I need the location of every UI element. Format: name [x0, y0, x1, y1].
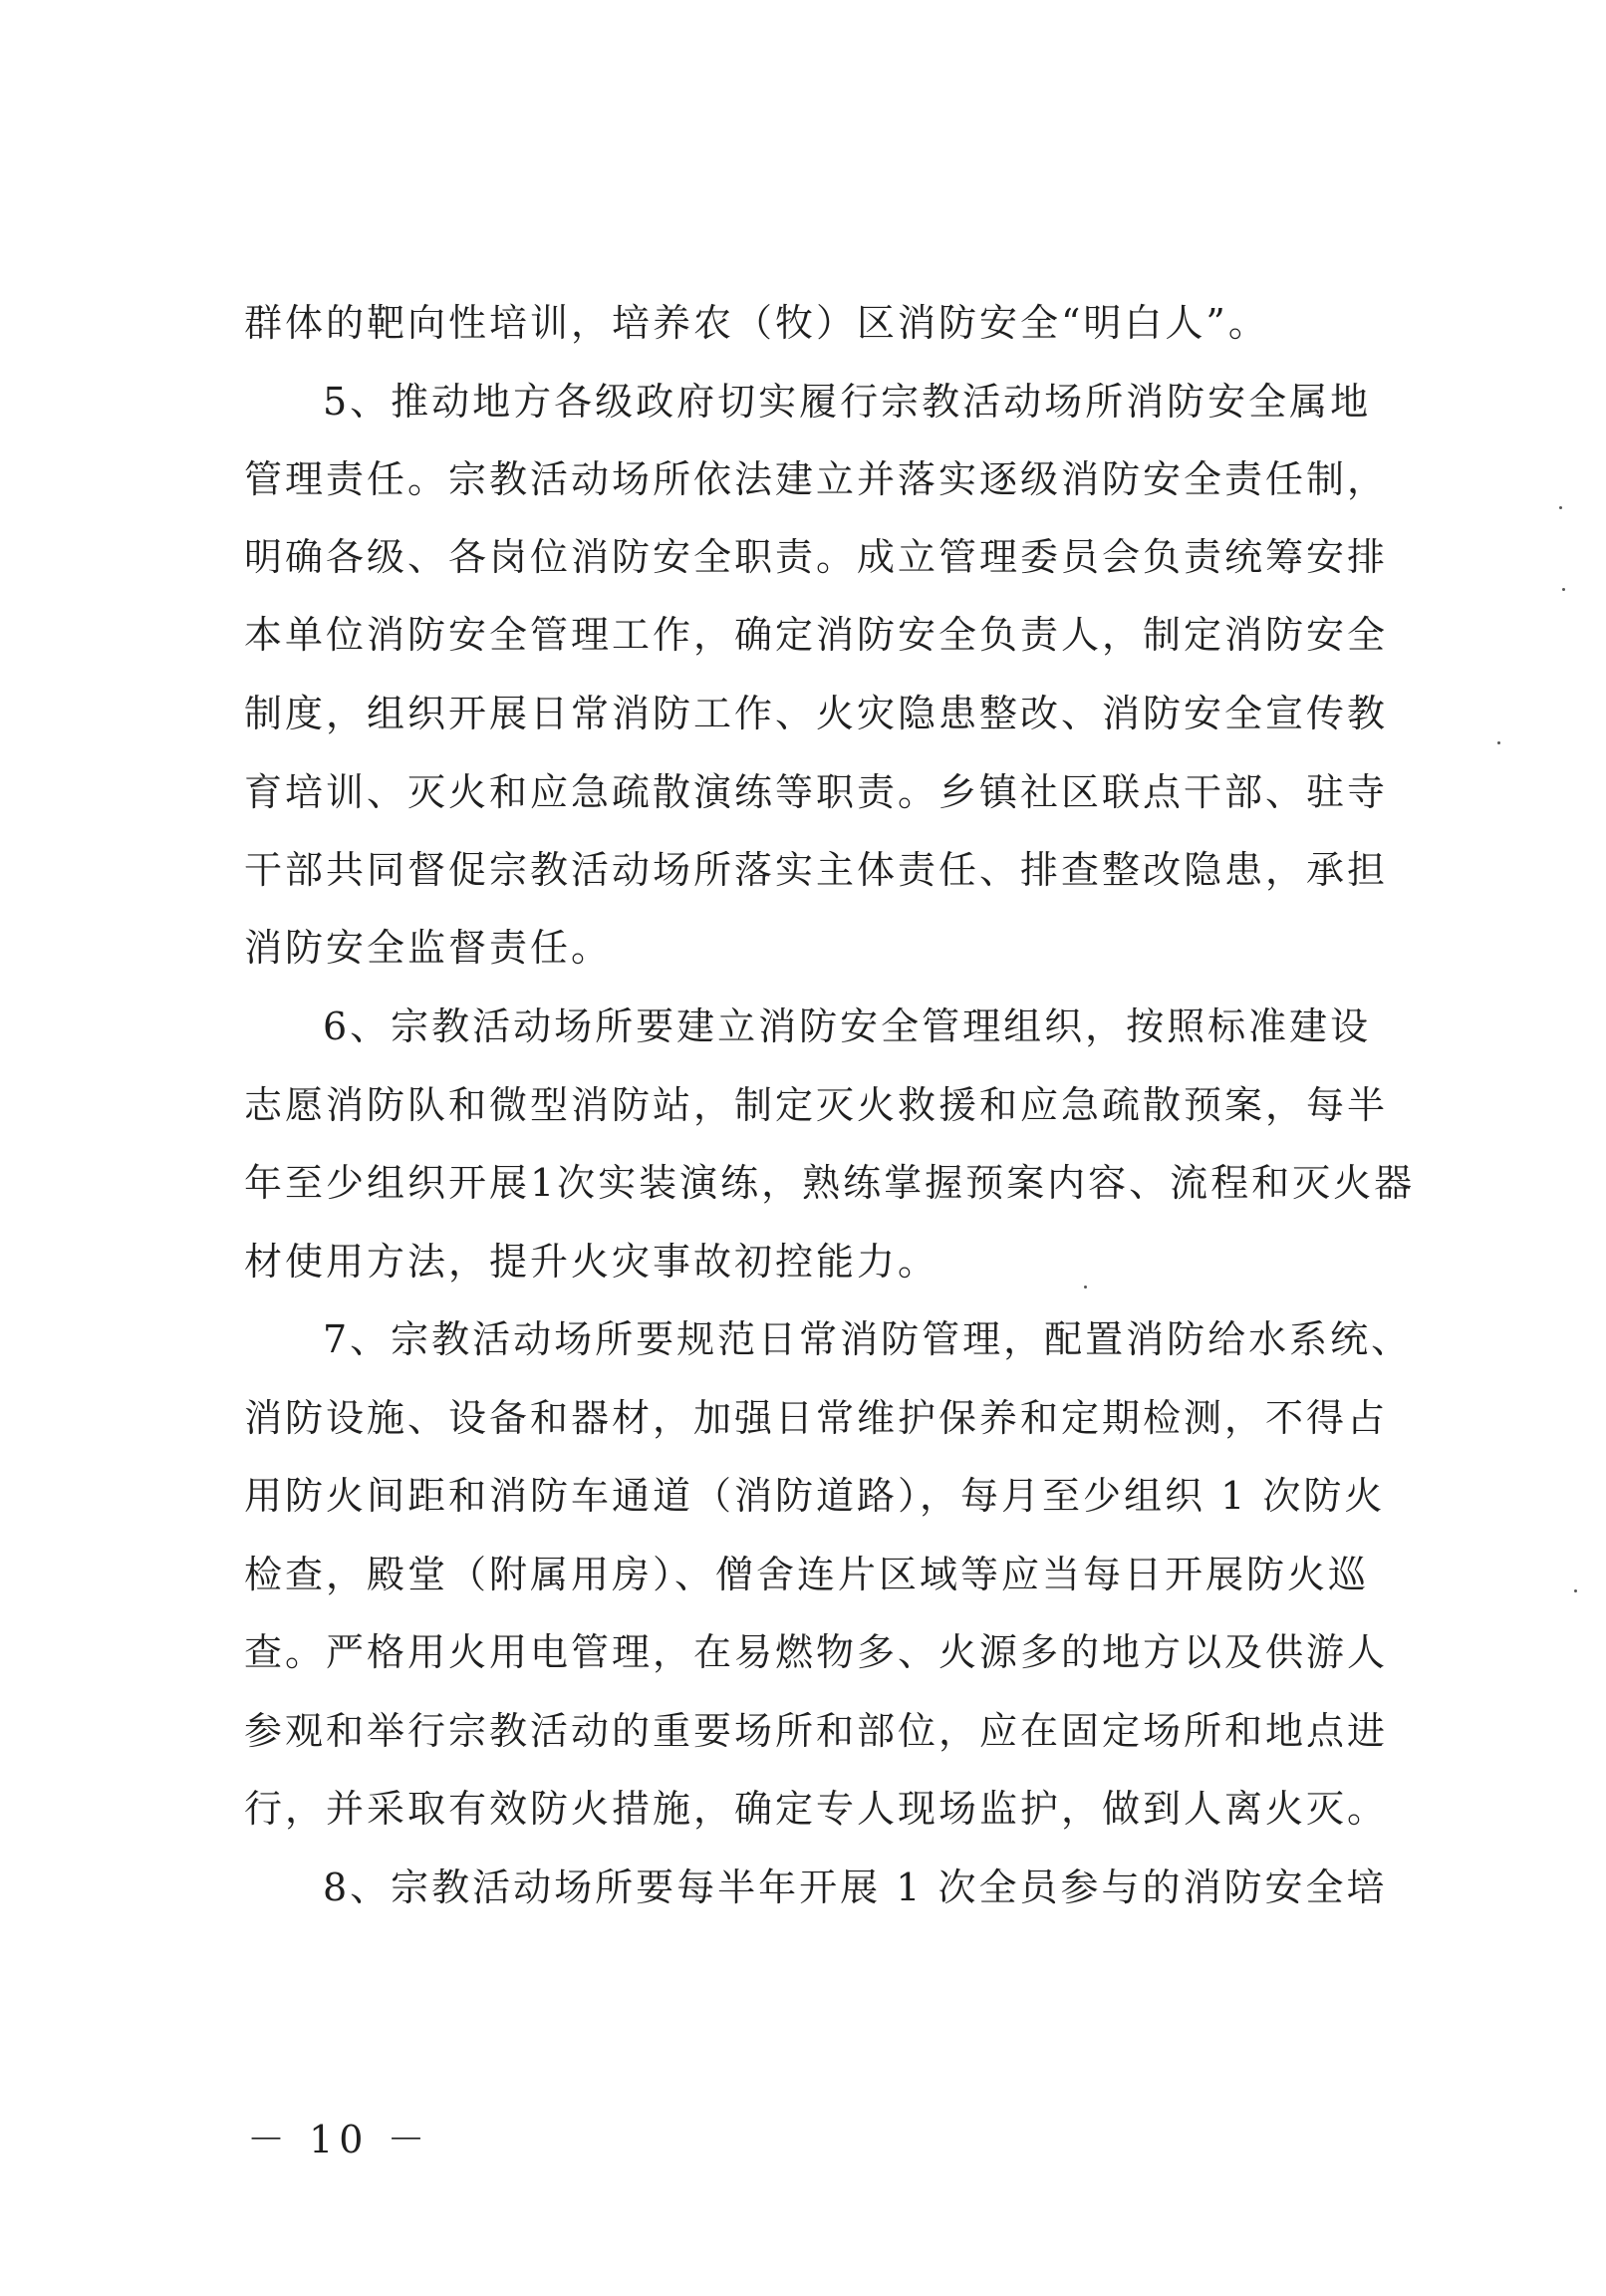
- text-line: 制度，组织开展日常消防工作、火灾隐患整改、消防安全宣传教: [244, 692, 1389, 735]
- scan-speck: [1574, 1589, 1577, 1592]
- text-line: 消防设施、设备和器材，加强日常维护保养和定期检测，不得占: [244, 1396, 1389, 1440]
- text-line: 志愿消防队和微型消防站，制定灭火救援和应急疏散预案，每半: [244, 1083, 1389, 1127]
- paragraph-5-start: 5、推动地方各级政府切实履行宗教活动场所消防安全属地: [323, 380, 1372, 424]
- scan-speck: [1497, 741, 1500, 744]
- text-line: 参观和举行宗教活动的重要场所和部位，应在固定场所和地点进: [244, 1709, 1389, 1753]
- text-line: 检查，殿堂（附属用房）、僧舍连片区域等应当每日开展防火巡: [244, 1553, 1370, 1596]
- scan-speck: [1562, 588, 1565, 591]
- page-number: － 10 －: [247, 2118, 431, 2161]
- paragraph-8-start: 8、宗教活动场所要每半年开展 1 次全员参与的消防安全培: [323, 1866, 1388, 1909]
- text-line: 本单位消防安全管理工作，确定消防安全负责人，制定消防安全: [244, 613, 1389, 657]
- text-line: 年至少组织开展1次实装演练，熟练掌握预案内容、流程和灭火器: [244, 1161, 1416, 1205]
- text-line: 明确各级、各岗位消防安全职责。成立管理委员会负责统筹安排: [244, 535, 1389, 579]
- text-line: 管理责任。宗教活动场所依法建立并落实逐级消防安全责任制，: [244, 457, 1389, 501]
- scan-speck: [1084, 1286, 1087, 1289]
- paragraph-7-start: 7、宗教活动场所要规范日常消防管理，配置消防给水系统、: [323, 1317, 1413, 1361]
- text-line: 行，并采取有效防火措施，确定专人现场监护，做到人离火灭。: [244, 1787, 1389, 1831]
- text-line: 育培训、灭火和应急疏散演练等职责。乡镇社区联点干部、驻寺: [244, 770, 1389, 814]
- text-line: 查。严格用火用电管理，在易燃物多、火源多的地方以及供游人: [244, 1630, 1389, 1674]
- text-line: 用防火间距和消防车通道（消防道路），每月至少组织 1 次防火: [244, 1474, 1386, 1518]
- text-line: 群体的靶向性培训，培养农（牧）区消防安全“明白人”。: [244, 301, 1269, 345]
- text-line: 消防安全监督责任。: [244, 926, 613, 970]
- scan-speck: [1559, 506, 1562, 509]
- text-line: 材使用方法，提升火灾事故初控能力。: [244, 1240, 939, 1284]
- paragraph-6-start: 6、宗教活动场所要建立消防安全管理组织，按照标准建设: [323, 1004, 1372, 1048]
- text-line: 干部共同督促宗教活动场所落实主体责任、排查整改隐患，承担: [244, 848, 1389, 892]
